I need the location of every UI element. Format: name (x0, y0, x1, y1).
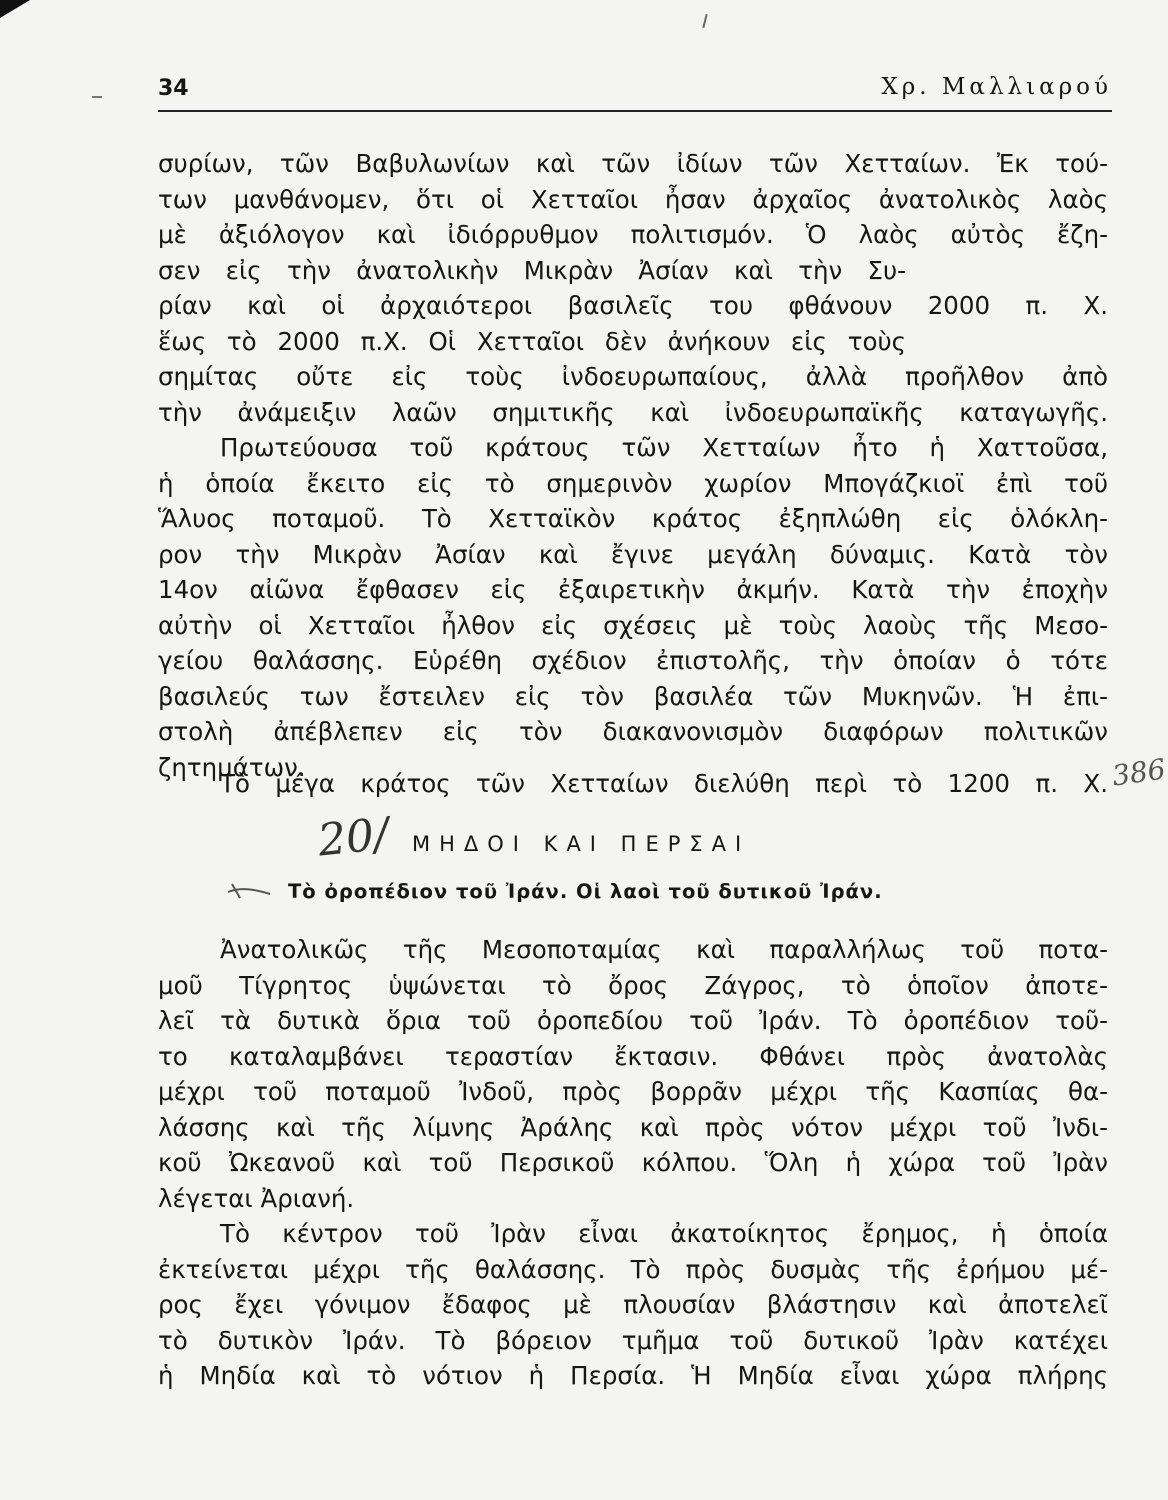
text-line: στολὴ ἀπέβλεπεν εἰς τὸν διακανονισμὸν διαφόρων πολιτικῶν (158, 717, 1108, 746)
handwritten-margin-number: 386 (1109, 752, 1168, 793)
text-line: κοῦ Ὠκεανοῦ καὶ τοῦ Περσικοῦ κόλπου. Ὅλη ἡ χώρα τοῦ Ἰρὰν (158, 1148, 1108, 1177)
text-line: τὸ δυτικὸν Ἰράν. Τὸ βόρειον τμῆμα τοῦ δυτικοῦ Ἰρὰν κατέχει (158, 1325, 1108, 1355)
text-line: σεν εἰς τὴν ἀνατολικὴν Μικρὰν Ἀσίαν καὶ τὴν Συ- (158, 255, 906, 285)
text-line: μὲ ἀξιόλογον καὶ ἰδιόρρυθμον πολιτισμόν. Ὁ λαὸς αὐτὸς ἔζη- (158, 220, 1108, 249)
section-title: ΜΗΔΟΙ ΚΑΙ ΠΕΡΣΑΙ (412, 832, 751, 856)
text-line: ἕως τὸ 2000 π.Χ. Οἱ Χετταῖοι δὲν ἀνήκουν εἰς τοὺς (158, 326, 906, 356)
text-line: συρίων, τῶν Βαβυλωνίων καὶ τῶν ἰδίων τῶν Χετταίων. Ἐκ τού- (158, 149, 1108, 178)
text-line: βασιλεύς των ἔστειλεν εἰς τὸν βασιλέα τῶν Μυκηνῶν. Ἡ ἐπι- (158, 681, 1108, 711)
text-line: λεῖ τὰ δυτικὰ ὅρια τοῦ ὀροπεδίου τοῦ Ἰράν. Τὸ ὀροπέδιον τοῦ- (158, 1006, 1108, 1035)
page-number: 34 (158, 76, 189, 101)
paragraph-capital (158, 430, 1108, 785)
text-line: ἡ Μηδία καὶ τὸ νότιον ἡ Περσία. Ἡ Μηδία εἶναι χώρα πλήρης (158, 1361, 1108, 1390)
text-line: Ἀνατολικῶς τῆς Μεσοποταμίας καὶ παραλλήλως τοῦ ποτα- (220, 935, 1108, 964)
text-line: των μανθάνομεν, ὅτι οἱ Χετταῖοι ἦσαν ἀρχαῖος ἀνατολικὸς λαὸς (158, 184, 1108, 214)
text-line: 14ον αἰῶνα ἔφθασεν εἰς ἐξαιρετικὴν ἀκμήν. Κατὰ τὴν ἐποχὴν (158, 575, 1108, 604)
text-line: ρος ἔχει γόνιμον ἔδαφος μὲ πλουσίαν βλάστησιν καὶ ἀποτελεῖ (158, 1290, 1108, 1319)
text-line: τὴν ἀνάμειξιν λαῶν σημιτικῆς καὶ ἰνδοευρωπαϊκῆς καταγωγῆς. (158, 397, 1108, 427)
text-line: λέγεται Ἀριανή. (158, 1183, 355, 1213)
page-header (158, 74, 1112, 112)
text-line: το καταλαμβάνει τεραστίαν ἔκτασιν. Φθάνει πρὸς ἀνατολὰς (158, 1041, 1108, 1071)
text-line: μέχρι τοῦ ποταμοῦ Ἰνδοῦ, πρὸς βορρᾶν μέχρι τῆς Κασπίας θα- (158, 1077, 1108, 1106)
text-line: ρον τὴν Μικρὰν Ἀσίαν καὶ ἔγινε μεγάλη δύναμις. Κατὰ τὸν (158, 539, 1108, 569)
text-line: σημίτας οὔτε εἰς τοὺς ἰνδοευρωπαίους, ἀλλὰ προῆλθον ἀπὸ (158, 362, 1108, 391)
paragraph-intro (158, 146, 1108, 430)
handwritten-arrow-icon (226, 878, 274, 902)
paragraph-iran (158, 932, 1108, 1216)
handwritten-section-number: 20/ (315, 808, 392, 867)
text-line: αὐτὴν οἱ Χετταῖοι ἦλθον εἰς σχέσεις μὲ τοὺς λαοὺς τῆς Μεσο- (158, 610, 1108, 640)
paragraph-desert (158, 1216, 1108, 1394)
scan-corner-mark (0, 0, 30, 18)
text-line: ζητημάτων. (158, 752, 306, 782)
text-line: ἐκτείνεται μέχρι τῆς θαλάσσης. Τὸ πρὸς δυσμὰς τῆς ἐρήμου μέ- (158, 1254, 1108, 1284)
text-line: λάσσης καὶ τῆς λίμνης Ἀράλης καὶ πρὸς νότον μέχρι τοῦ Ἰνδι- (158, 1112, 1108, 1142)
text-line: Πρωτεύουσα τοῦ κράτους τῶν Χετταίων ἦτο ἡ Χαττοῦσα, (220, 433, 1108, 462)
pencil-tick-mark (702, 14, 707, 28)
text-line: Τὸ μέγα κράτος τῶν Χετταίων διελύθη περὶ τὸ 1200 π. Χ. (220, 769, 1108, 798)
text-line: Τὸ κέντρον τοῦ Ἰρὰν εἶναι ἀκατοίκητος ἔρημος, ἡ ὁποία (220, 1219, 1108, 1248)
running-head-author: Χρ. Μαλλιαρού (881, 74, 1112, 100)
text-line: γείου θαλάσσης. Εὑρέθη σχέδιον ἐπιστολῆς, τὴν ὁποίαν ὁ τότε (158, 646, 1108, 675)
text-line: Ἅλυος ποταμοῦ. Τὸ Χετταϊκὸν κράτος ἐξηπλώθη εἰς ὁλόκλη- (158, 504, 1108, 533)
paragraph-dissolution (158, 766, 1108, 802)
text-line: μοῦ Τίγρητος ὑψώνεται τὸ ὄρος Ζάγρος, τὸ ὁποῖον ἀποτε- (158, 970, 1108, 1000)
text-line: ἡ ὁποία ἔκειτο εἰς τὸ σημερινὸν χωρίον Μπογάζκιοϊ ἐπὶ τοῦ (158, 468, 1108, 498)
section-subtitle: Τὸ ὀροπέδιον τοῦ Ἰράν. Οἱ λαοὶ τοῦ δυτικοῦ Ἰράν. (288, 880, 883, 903)
margin-dash-mark (92, 96, 102, 98)
text-line: ρίαν καὶ οἱ ἀρχαιότεροι βασιλεῖς του φθάνουν 2000 π. Χ. (158, 291, 1108, 320)
